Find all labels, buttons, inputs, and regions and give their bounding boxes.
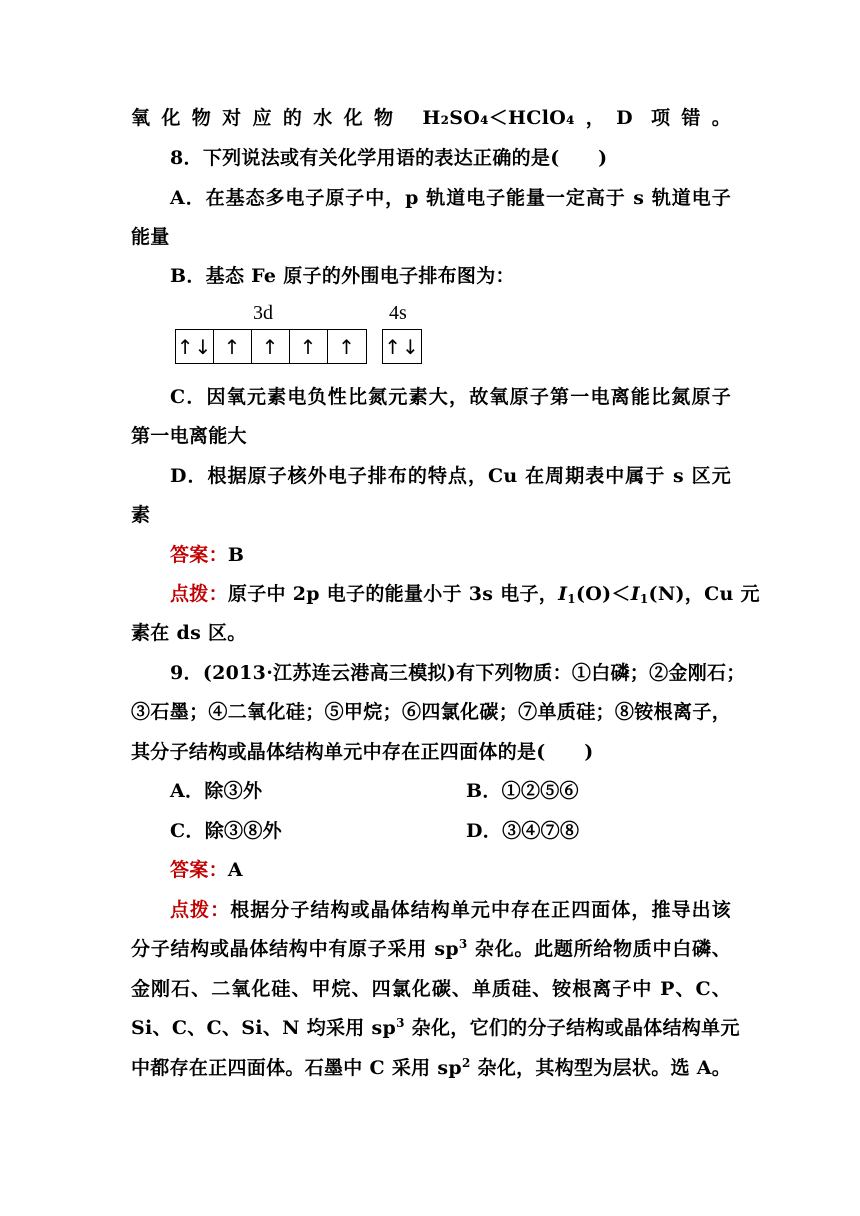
answer-label: 答案： [170,859,228,881]
explanation-label: 点拨： [170,899,231,921]
question-9-explanation-5: 中都存在正四面体。石墨中 C 采用 $sp^2$ 杂化，其构型为层状。选 A。 [131,1056,732,1079]
question-9-explanation-3: 金刚石、二氧化硅、甲烷、四氯化碳、单质硅、铵根离子中 P、C、 [131,978,731,1000]
question-9-option-b: B．①②⑤⑥ [466,780,579,802]
question-9-stem-cont2: 其分子结构或晶体结构单元中存在正四面体的是( ) [131,741,594,763]
question-8-answer [170,543,731,567]
text-line-1: 氧化物对应的水化物 H₂SO₄＜HClO₄，D 项错。 [131,107,731,129]
question-8-option-c: C．因氧元素电负性比氮元素大，故氧原子第一电离能比氮原子 [170,386,731,408]
question-8-stem: 8．下列说法或有关化学用语的表达正确的是( ) [170,147,608,169]
orbital-box: ↑ [338,334,356,359]
orbital-box: ↑ [290,330,328,363]
question-9-explanation: 点拨：根据分子结构或晶体结构单元中存在正四面体，推导出该 [170,899,731,921]
orbital-box: ↑ [214,330,252,363]
question-8-option-a: A．在基态多电子原子中，p 轨道电子能量一定高于 s 轨道电子 [170,187,731,209]
orbital-box: ↑ [252,330,290,363]
question-8-option-b: B．基态 Fe 原子的外围电子排布图为： [170,265,515,287]
question-9-option-a: A．除③外 [170,780,263,802]
question-9-answer [170,858,731,882]
answer-label: 答案： [170,544,228,566]
orbital-label-4s: 4s [389,302,407,324]
question-9-option-c: C．除③⑧外 [170,820,282,842]
question-8-option-a-cont: 能量 [131,226,170,248]
question-8-option-d: D．根据原子核外电子排布的特点，Cu 在周期表中属于 s 区元 [170,465,731,487]
orbital-box: ↑↓ [384,334,420,359]
question-9-options-row-2 [170,819,731,843]
question-8-option-d-cont: 素 [131,504,151,526]
question-9-stem-cont: ③石墨；④二氧化硅；⑤甲烷；⑥四氯化碳；⑦单质硅；⑧铵根离子， [131,701,731,723]
question-9-option-d: D．③④⑦⑧ [466,820,580,842]
orbital-box: ↑↓ [176,330,214,363]
orbital-label-3d: 3d [253,302,273,324]
question-9-explanation-2: 分子结构或晶体结构中有原子采用 $sp^3$ 杂化。此题所给物质中白磷、 [131,937,731,960]
answer-value: B [227,544,245,566]
question-8-explanation: 点拨：原子中 2p 电子的能量小于 3s 电子，$I_1(O)<I_1(N)$，Cu 元 [170,583,760,606]
question-9-explanation-4: Si、C、C、Si、N 均采用 $sp^3$ 杂化，它们的分子结构或晶体结构单元 [131,1016,740,1039]
answer-value: A [227,859,243,881]
question-8-explanation-cont: 素在 ds 区。 [131,622,247,644]
question-9-stem: 9．(2013·江苏连云港高三模拟)有下列物质：①白磷；②金刚石； [170,662,746,684]
explanation-label: 点拨： [170,583,228,605]
question-9-options-row-1 [170,779,731,803]
orbital-diagram-3d [175,329,367,364]
question-8-option-c-cont: 第一电离能大 [131,425,247,447]
orbital-diagram-4s [382,329,422,364]
